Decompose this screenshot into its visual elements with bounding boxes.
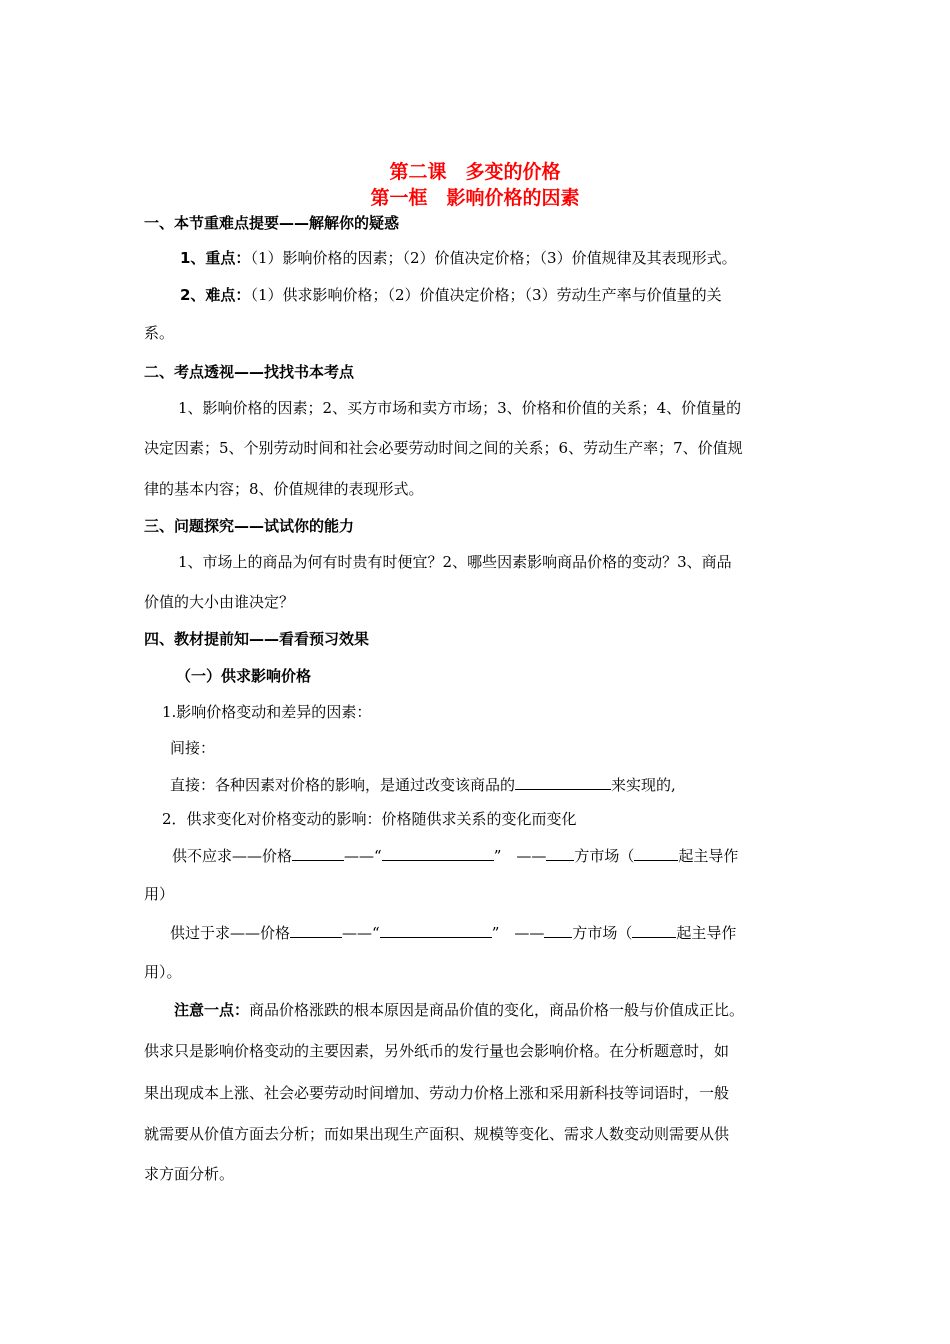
direct-line bbox=[170, 773, 676, 796]
note-line4: 就需要从价值方面去分析；而如果出现生产面积、规模等变化、需求人数变动则需要从供 bbox=[144, 1125, 730, 1143]
note-line1 bbox=[174, 999, 744, 1021]
subsection-supply-demand: （一）供求影响价格 bbox=[176, 667, 312, 685]
part4-heading: 四、教材提前知——看看预习效果 bbox=[144, 630, 370, 648]
part1-heading: 一、本节重难点提要——解解你的疑惑 bbox=[144, 214, 400, 232]
row-text: 供过于求——价格 bbox=[170, 924, 291, 942]
blank-field[interactable] bbox=[290, 921, 342, 938]
key-points bbox=[180, 247, 737, 269]
key-points-text: （1）影响价格的因素；（2）价值决定价格；（3）价值规律及其表现形式。 bbox=[250, 249, 737, 267]
row-text: ——“ bbox=[344, 847, 382, 865]
item1-text: 1.影响价格变动和差异的因素： bbox=[162, 703, 372, 721]
row-text: 方市场（ bbox=[572, 924, 633, 942]
item2-text: 2．供求变化对价格变动的影响：价格随供求关系的变化而变化 bbox=[162, 810, 577, 828]
row-text: 方市场（ bbox=[574, 847, 635, 865]
supply-excess-row bbox=[170, 921, 736, 944]
part2-line2: 决定因素；5、个别劳动时间和社会必要劳动时间之间的关系；6、劳动生产率；7、价值规 bbox=[144, 439, 743, 457]
row-text: 起主导作 bbox=[676, 924, 737, 942]
hard-points bbox=[180, 284, 722, 306]
blank-field[interactable] bbox=[382, 844, 494, 861]
note-line5: 求方面分析。 bbox=[144, 1165, 235, 1183]
blank-field[interactable] bbox=[515, 773, 611, 790]
part3-heading: 三、问题探究——试试你的能力 bbox=[144, 517, 355, 535]
part3-line1: 1、市场上的商品为何有时贵有时便宜？2、哪些因素影响商品价格的变动？3、商品 bbox=[178, 553, 732, 571]
part3-line2: 价值的大小由谁决定？ bbox=[144, 593, 295, 611]
row-text: 供不应求——价格 bbox=[172, 847, 293, 865]
note-line2: 供求只是影响价格变动的主要因素，另外纸币的发行量也会影响价格。在分析题意时，如 bbox=[144, 1042, 730, 1060]
supply-short-continued: 用） bbox=[144, 885, 175, 903]
lesson-title: 第二课 多变的价格 bbox=[389, 161, 561, 183]
part2-line3: 律的基本内容；8、价值规律的表现形式。 bbox=[144, 480, 424, 498]
row-text: ” —— bbox=[493, 847, 547, 865]
blank-field[interactable] bbox=[380, 921, 492, 938]
key-points-label: 1、重点： bbox=[180, 249, 251, 267]
part2-heading: 二、考点透视——找找书本考点 bbox=[144, 363, 355, 381]
direct-text: 直接：各种因素对价格的影响，是通过改变该商品的 bbox=[170, 776, 516, 794]
supply-excess-continued: 用）。 bbox=[144, 963, 182, 981]
indirect-label: 间接： bbox=[170, 739, 216, 757]
blank-field[interactable] bbox=[544, 921, 572, 938]
hard-points-continued: 系。 bbox=[144, 324, 175, 342]
row-text: ——“ bbox=[342, 924, 380, 942]
note-line3: 果出现成本上涨、社会必要劳动时间增加、劳动力价格上涨和采用新科技等词语时，一般 bbox=[144, 1084, 730, 1102]
blank-field[interactable] bbox=[546, 844, 574, 861]
row-text: ” —— bbox=[491, 924, 545, 942]
hard-points-text: （1）供求影响价格；（2）价值决定价格；（3）劳动生产率与价值量的关 bbox=[250, 286, 722, 304]
blank-field[interactable] bbox=[634, 844, 678, 861]
note-label: 注意一点： bbox=[174, 1001, 250, 1019]
note-text: 商品价格涨跌的根本原因是商品价值的变化，商品价格一般与价值成正比。 bbox=[249, 1001, 745, 1019]
section-title: 第一框 影响价格的因素 bbox=[370, 187, 580, 209]
row-text: 起主导作 bbox=[678, 847, 739, 865]
direct-text-end: 来实现的, bbox=[611, 776, 676, 794]
blank-field[interactable] bbox=[632, 921, 676, 938]
part2-line1: 1、影响价格的因素；2、买方市场和卖方市场；3、价格和价值的关系；4、价值量的 bbox=[178, 399, 742, 417]
blank-field[interactable] bbox=[292, 844, 344, 861]
supply-short-row bbox=[172, 844, 738, 867]
hard-points-label: 2、难点： bbox=[180, 286, 251, 304]
